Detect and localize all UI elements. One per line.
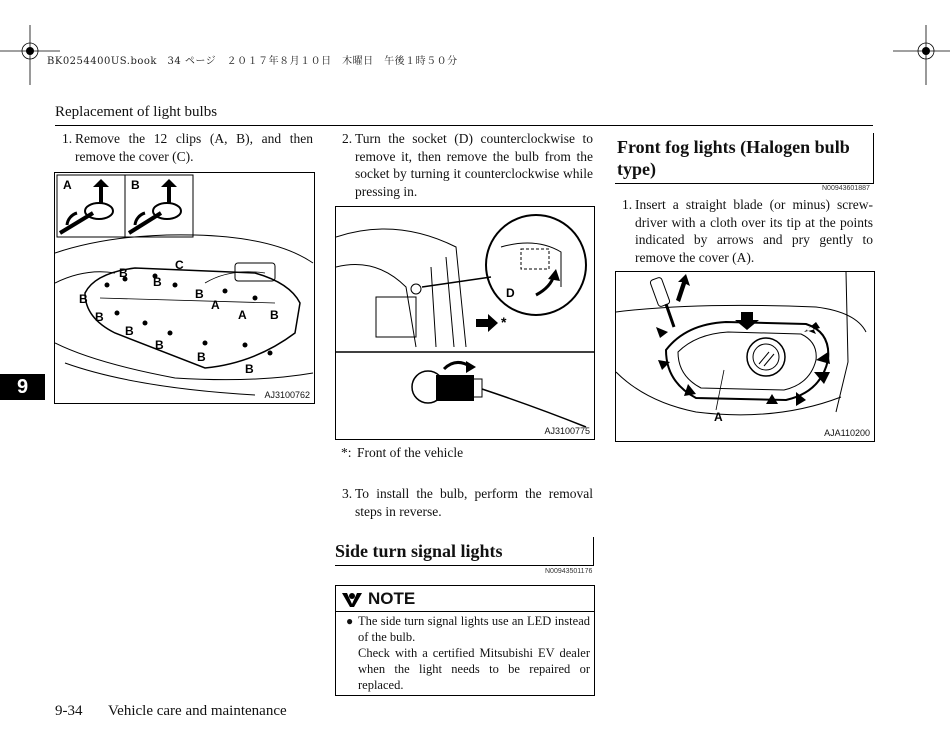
label-b: B (153, 275, 162, 289)
figure-fog-light (615, 271, 875, 442)
inset-label-b: B (131, 178, 140, 192)
label-b: B (197, 350, 206, 364)
header-rule (55, 125, 873, 126)
step-text: To install the bulb, perform the removal steps in reverse. (355, 486, 593, 519)
label-b: B (270, 308, 279, 322)
note-title: NOTE (368, 589, 416, 608)
page-number: 9-34 (55, 703, 83, 719)
chapter-tab: 9 (0, 374, 45, 400)
label-d: D (506, 286, 515, 300)
label-c: C (175, 258, 184, 272)
note-box (335, 585, 595, 696)
fog-light-illustration (616, 272, 874, 441)
label-b: B (245, 362, 254, 376)
fog-heading-box (615, 133, 874, 184)
label-b: B (155, 338, 164, 352)
label-a: A (714, 410, 723, 424)
socket-illustration (336, 207, 594, 439)
side-turn-heading: Side turn signal lights (335, 541, 503, 561)
label-b: B (95, 310, 104, 324)
file-info-line: BK0254400US.book 34 ページ ２０１７年８月１０日 木曜日 午後１時５０分 (47, 56, 458, 67)
step-number: 3. (342, 486, 353, 501)
footnote-text: Front of the vehicle (357, 445, 464, 460)
note-header (336, 586, 594, 612)
step-number: 1. (62, 131, 73, 146)
step-number: 1. (622, 197, 633, 212)
note-icon (341, 590, 363, 608)
label-a: A (238, 308, 247, 322)
heading-code: N00943601887 (822, 185, 870, 192)
note-bullet: ● (346, 614, 354, 628)
label-b: B (125, 324, 134, 338)
step-text: Turn the socket (D) counterclockwise to remove it, then remove the bulb from the socket by turning it counterclockwise while pressing in. (355, 131, 593, 199)
step-text: Insert a straight blade (or minus) screw-driver with a cloth over its tip at the points indicated by arrows and pry gently to remove the cover (A). (635, 197, 873, 265)
figure-code: AJ3100775 (544, 426, 590, 436)
inset-label-a: A (63, 178, 72, 192)
label-star: * (501, 314, 507, 330)
label-a: A (211, 298, 220, 312)
fog-heading: Front fog lights (Halogen bulb type) (617, 137, 850, 179)
label-b: B (119, 266, 128, 280)
clips-illustration (55, 173, 314, 403)
note-text-1: The side turn signal lights use an LED instead of the bulb. (358, 614, 590, 644)
step-number: 2. (342, 131, 353, 146)
footnote-mark: *: (341, 445, 352, 460)
side-turn-heading-box (335, 537, 594, 566)
section-title: Replacement of light bulbs (55, 104, 218, 120)
figure-socket (335, 206, 595, 440)
figure-clips (54, 172, 315, 404)
figure-code: AJA110200 (824, 428, 870, 438)
crop-mark-top-right (893, 25, 950, 85)
note-text-2: Check with a certified Mitsubishi EV dealer when the light needs to be repaired or replaced. (358, 646, 590, 692)
chapter-title: Vehicle care and maintenance (108, 703, 287, 719)
label-b: B (195, 287, 204, 301)
figure-code: AJ3100762 (264, 390, 310, 400)
heading-code: N00943501176 (545, 568, 593, 575)
step-text: Remove the 12 clips (A, B), and then remove the cover (C). (75, 131, 313, 164)
label-b: B (79, 292, 88, 306)
